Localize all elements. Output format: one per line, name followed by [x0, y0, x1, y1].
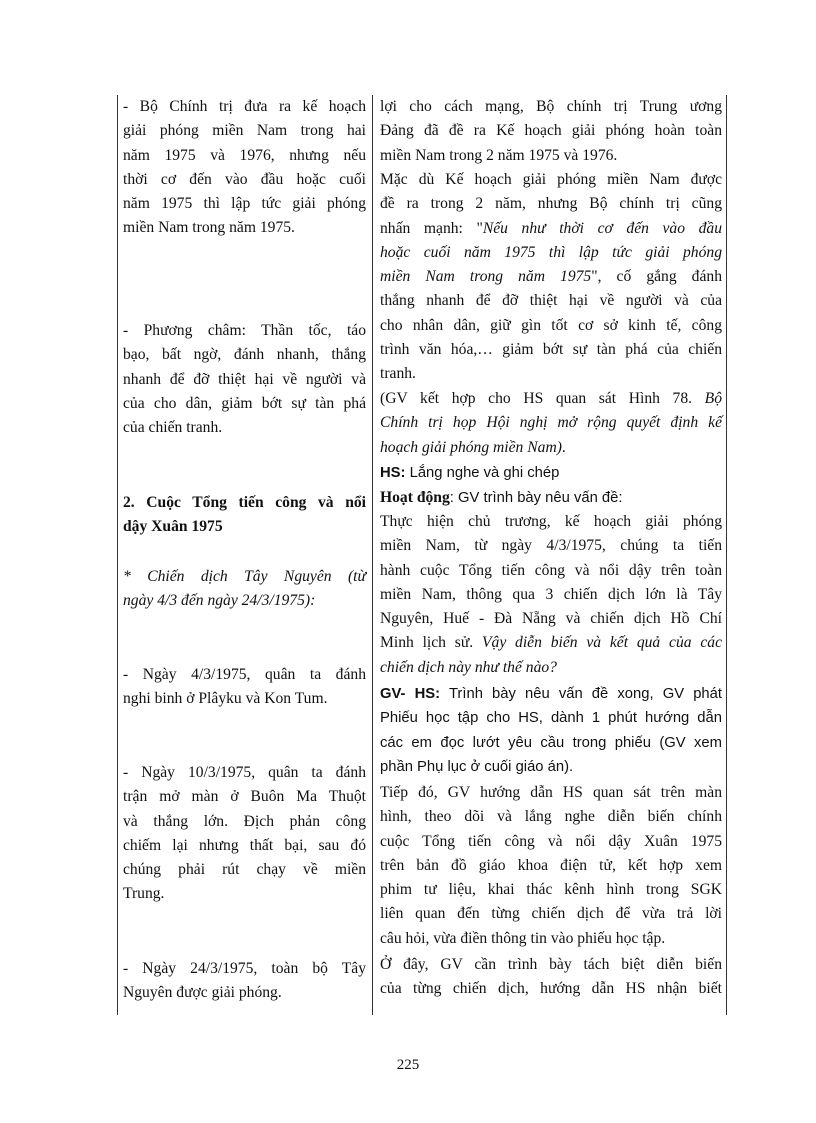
- text-run: Trình bày nêu vấn đề xong, GV phát: [440, 686, 722, 702]
- text-line: trên bản đồ giáo khoa điện tử, kết hợp xem: [380, 856, 722, 874]
- text-line: Nguyên, Huế - Đà Nẵng và chiến dịch Hồ Chí: [380, 610, 722, 628]
- text-line: của cho dân, giảm bớt sự tàn phá: [123, 394, 366, 412]
- text-line: các em đọc lướt yêu cầu trong phiếu (GV xem: [380, 734, 722, 751]
- campaigns-paragraph: [380, 510, 722, 680]
- text-line: năm 1975 thì lập tức giải phóng: [123, 195, 366, 213]
- text-line: Trung.: [123, 885, 165, 903]
- quote-line: hoặc cuối năm 1975 thì lập tức giải phóng: [380, 243, 722, 261]
- text-line: 2. Cuộc Tổng tiến công và nổi: [123, 494, 366, 511]
- text-line: Phiếu học tập cho HS, dành 1 phút hướng dẫn: [380, 710, 722, 727]
- text-line: - Ngày 4/3/1975, quân ta đánh: [123, 666, 366, 683]
- text-line: nghi binh ở Plâyku và Kon Tum.: [123, 690, 328, 708]
- text-line: - Ngày 10/3/1975, quân ta đánh: [123, 764, 366, 781]
- text-run: : GV trình bày nêu vấn đề:: [449, 490, 623, 506]
- text-line: liên quan đến từng chiến dịch để vừa trả lời: [380, 905, 722, 923]
- text-line: miền Nam, thông qua 3 chiến dịch lớn là Tây: [380, 585, 722, 603]
- text-line: và thắng lớn. Địch phản công: [123, 812, 366, 830]
- text-line: Mặc dù Kế hoạch giải phóng miền Nam được: [380, 171, 722, 188]
- text-run: Minh lịch sử.: [380, 634, 482, 652]
- text-line: hành cuộc Tổng tiến công và nổi dậy trên toàn: [380, 561, 722, 579]
- text-run: ", cố gắng đánh: [591, 268, 722, 286]
- text-run: Lắng nghe và ghi chép: [405, 465, 560, 481]
- text-line: miền Nam trong năm 1975.: [123, 219, 295, 237]
- text-line: hình, theo dõi và lắng nghe diễn biến chính: [380, 808, 722, 826]
- text-line: của chiến tranh.: [123, 419, 223, 437]
- event-1-block: [123, 663, 366, 712]
- plan-paragraph: [380, 95, 722, 168]
- map-guidance-paragraph: [380, 781, 722, 951]
- text-line: của từng chiến dịch, hướng dẫn HS nhận biết: [380, 980, 722, 998]
- text-line: thắng nhanh để đỡ thiệt hại về người và của: [380, 292, 722, 310]
- text-line: dậy Xuân 1975: [123, 518, 223, 536]
- column-divider: [372, 95, 373, 1015]
- figure-note-paragraph: [380, 387, 722, 460]
- question-run: Vậy diễn biến và kết quả của các: [482, 634, 722, 652]
- text-line: phim tư liệu, khai thác kênh hình trong SGK: [380, 881, 722, 899]
- text-line: trình văn hóa,… giảm bớt sự tàn phá của chiến: [380, 341, 722, 359]
- text-line: - Phương châm: Thần tốc, táo: [123, 322, 366, 339]
- text-line: Nguyên được giải phóng.: [123, 984, 282, 1002]
- text-line: Thực hiện chủ trương, kế hoạch giải phóng: [380, 513, 722, 530]
- text-line: [380, 387, 722, 411]
- text-line: Ở đây, GV cần trình bày tách biệt diễn biến: [380, 956, 722, 973]
- text-run: nhấn mạnh: ": [380, 219, 483, 237]
- text-line: ngày 4/3 đến ngày 24/3/1975):: [123, 592, 316, 610]
- figure-caption-run: Bộ: [704, 390, 722, 407]
- text-line: [380, 486, 722, 510]
- text-line: [380, 436, 722, 460]
- event-2-block: [123, 761, 366, 907]
- text-line: chiếm lại nhưng thất bại, sau đó: [123, 836, 366, 854]
- text-line: - Ngày 24/3/1975, toàn bộ Tây: [123, 960, 366, 977]
- campaign-heading: [123, 565, 366, 614]
- gv-hs-label: GV- HS:: [380, 686, 441, 702]
- quote-run: Nếu như thời cơ đến vào đầu: [482, 219, 722, 237]
- section-heading: [123, 491, 366, 540]
- event-3-block: [123, 957, 366, 1006]
- text-line: - Bộ Chính trị đưa ra kế hoạch: [123, 98, 366, 115]
- text-line: [380, 631, 722, 655]
- page-number: 225: [396, 1057, 420, 1073]
- text-line: phần Phụ lục ở cuối giáo án).: [380, 758, 574, 775]
- text-line: [380, 682, 722, 706]
- text-line: miền Nam trong 2 năm 1975 và 1976.: [380, 146, 618, 164]
- text-line: thời cơ đến vào đầu hoặc cuối: [123, 170, 366, 188]
- question-line: chiến dịch này như thế nào?: [380, 658, 557, 676]
- motto-block: [123, 319, 366, 440]
- quote-run: miền Nam trong năm 1975: [380, 268, 592, 286]
- figure-caption-line: Chính trị họp Hội nghị mở rộng quyết định kế: [380, 414, 722, 432]
- text-line: [380, 265, 722, 289]
- activity-label: Hoạt động: [380, 489, 450, 506]
- figure-caption-run: hoạch giải phóng miền Nam): [380, 438, 562, 456]
- text-line: cho nhân dân, giữ gìn tốt cơ sở kinh tế, công: [380, 316, 722, 334]
- text-line: năm 1975 và 1976, nhưng nếu: [123, 146, 366, 164]
- text-run: .: [561, 438, 566, 456]
- text-line: [380, 217, 722, 241]
- politburo-plan-block: [123, 95, 366, 241]
- emphasis-paragraph: [380, 168, 722, 387]
- text-line: giải phóng miền Nam trong hai: [123, 122, 366, 140]
- text-line: bạo, bất ngờ, đánh nhanh, thắng: [123, 346, 366, 364]
- text-line: nhanh để đỡ thiệt hại về người và: [123, 370, 366, 388]
- hs-label: HS:: [380, 465, 406, 481]
- text-line: trận mở màn ở Buôn Ma Thuột: [123, 788, 366, 806]
- worksheet-paragraph: [380, 682, 722, 779]
- lesson-table: [117, 95, 727, 1015]
- text-line: cuộc Tổng tiến công và nổi dậy Xuân 1975: [380, 832, 722, 850]
- text-run: (GV kết hợp cho HS quan sát Hình 78.: [380, 390, 705, 407]
- activity-line: [380, 486, 722, 510]
- hs-line: [380, 461, 722, 485]
- separation-paragraph: [380, 953, 722, 1002]
- text-line: Đảng đã đề ra Kế hoạch giải phóng hoàn toàn: [380, 122, 722, 140]
- text-line: chúng phải rút chạy về miền: [123, 861, 366, 879]
- text-line: câu hỏi, vừa điền thông tin vào phiếu học tập.: [380, 929, 666, 947]
- text-line: Tiếp đó, GV hướng dẫn HS quan sát trên màn: [380, 784, 722, 801]
- text-line: [380, 461, 722, 485]
- text-line: * Chiến dịch Tây Nguyên (từ: [123, 568, 366, 585]
- text-line: tranh.: [380, 365, 416, 383]
- text-line: miền Nam, từ ngày 4/3/1975, chúng ta tiến: [380, 537, 722, 555]
- text-line: đề ra trong 2 năm, nhưng Bộ chính trị cũng: [380, 195, 722, 213]
- text-line: lợi cho cách mạng, Bộ chính trị Trung ương: [380, 98, 722, 115]
